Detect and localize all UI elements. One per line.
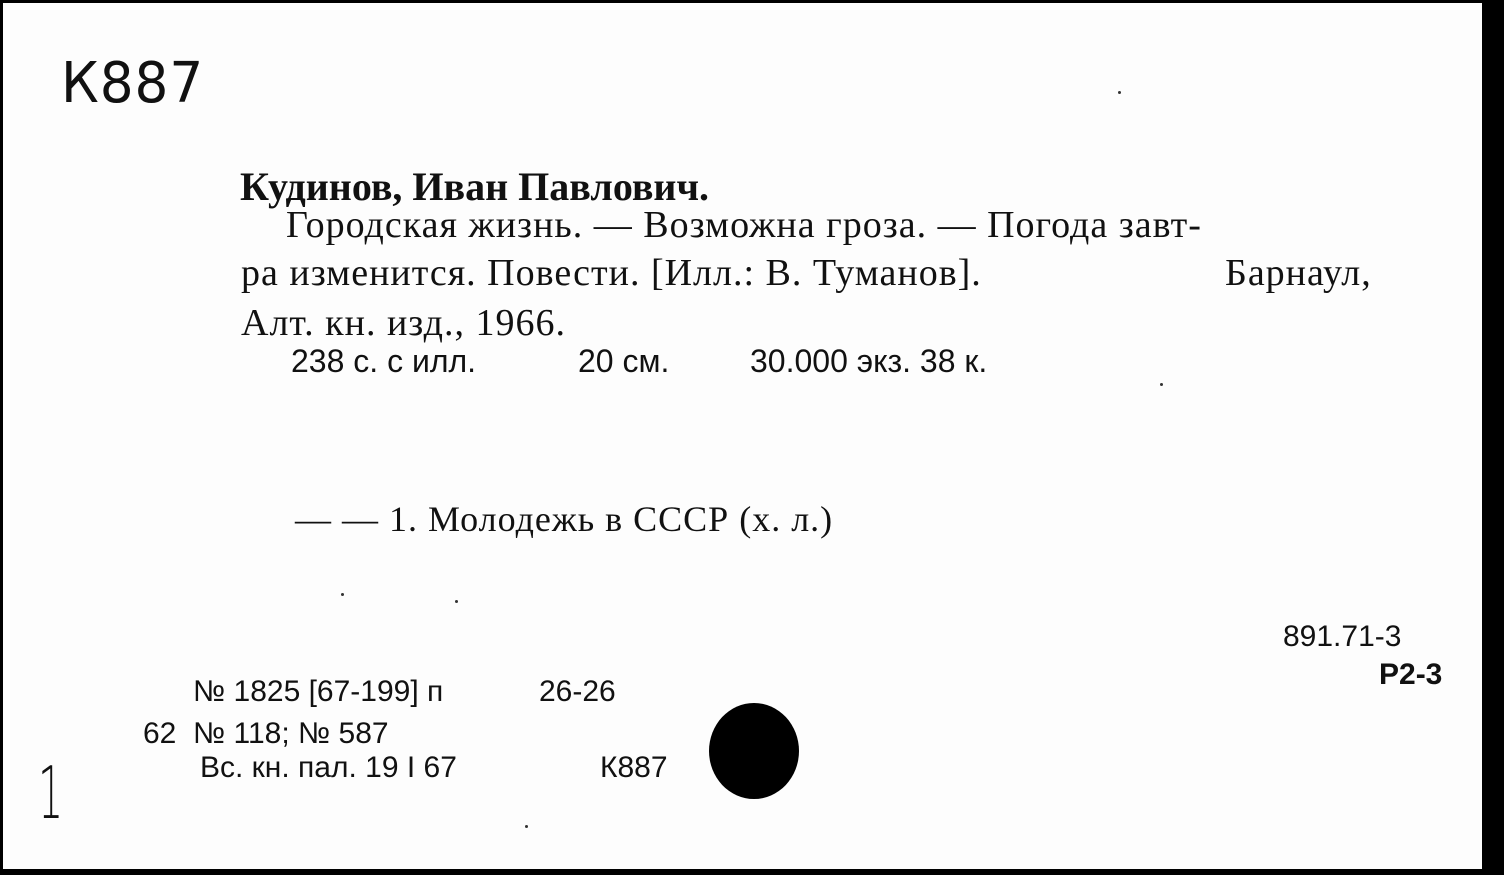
title-line-2-place: Барнаул, bbox=[1225, 252, 1372, 294]
meta-line-2: № 118; № 587 bbox=[193, 717, 389, 750]
title-line-1: Городская жизнь. — Возможна гроза. — Погода завт- bbox=[286, 204, 1202, 246]
catalog-card bbox=[3, 3, 1490, 869]
collation-pages: 238 с. с илл. bbox=[291, 343, 477, 379]
speck bbox=[525, 825, 528, 828]
collation-size: 20 см. bbox=[578, 343, 670, 379]
call-mark: К887 bbox=[61, 51, 205, 116]
meta-line-2-prefix: 62 bbox=[143, 717, 177, 750]
collation-print-run: 30.000 экз. 38 к. bbox=[750, 343, 988, 379]
meta-line-1a: № 1825 [67-199] п bbox=[193, 675, 444, 708]
meta-line-3a: Вс. кн. пал. 19 I 67 bbox=[200, 751, 457, 784]
classification-code-2: Р2-3 bbox=[1379, 658, 1443, 691]
speck bbox=[1118, 91, 1121, 94]
handwritten-number: 1 bbox=[38, 751, 64, 835]
punch-hole bbox=[709, 703, 799, 799]
meta-line-3b: К887 bbox=[600, 751, 668, 784]
author-heading: Кудинов, Иван Павлович. bbox=[240, 164, 710, 209]
title-line-3: Алт. кн. изд., 1966. bbox=[241, 302, 566, 344]
speck bbox=[341, 593, 344, 596]
meta-line-1b: 26-26 bbox=[539, 675, 616, 708]
subject-heading: — — 1. Молодежь в СССР (х. л.) bbox=[295, 499, 834, 539]
speck bbox=[1160, 383, 1163, 386]
title-line-2: ра изменится. Повести. [Илл.: В. Туманов]. bbox=[241, 252, 982, 294]
classification-code-1: 891.71-3 bbox=[1283, 620, 1402, 653]
speck bbox=[455, 600, 458, 603]
